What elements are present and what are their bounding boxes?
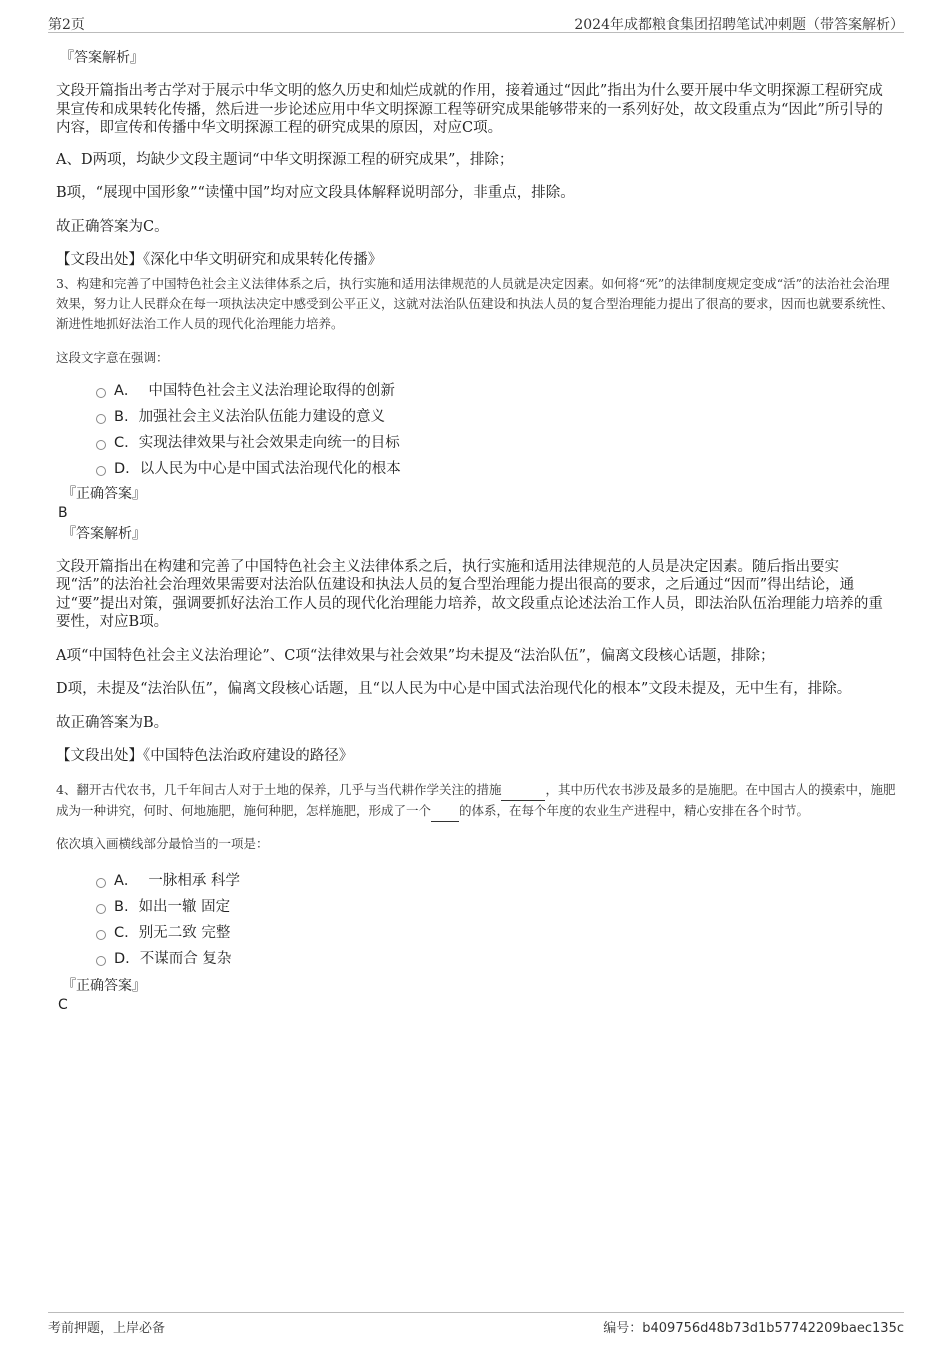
question-4-answer-label: 『正确答案』 bbox=[62, 977, 146, 994]
question-4-stem: 4、翻开古代农书，几千年间古人对于土地的保养，几乎与当代耕作学关注的措施 ，其中历代农书涉及最多的是施肥。在中国古人的摸索中，施肥成为一种讲究，何时、何地施肥，施何种肥，怎样施肥，形成了一个 的体系，在每个年度的农业生产进程中，精心安排在各个时节。 bbox=[56, 780, 896, 822]
page-header bbox=[48, 12, 904, 33]
prev-source: 【文段出处】《深化中华文明研究和成果转化传播》 bbox=[56, 252, 383, 268]
radio-icon[interactable] bbox=[96, 904, 106, 914]
radio-icon[interactable] bbox=[96, 388, 106, 398]
prev-conclusion: 故正确答案为C。 bbox=[56, 218, 169, 235]
question-4-option-d[interactable]: D. 不谋而合 复杂 bbox=[56, 946, 896, 972]
question-3-prompt: 这段文字意在强调： bbox=[56, 349, 169, 365]
question-3-note-2: D项，未提及“法治队伍”，偏离文段核心话题，且“以人民为中心是中国式法治现代化的根本”文段未提及，无中生有，排除。 bbox=[56, 681, 852, 697]
radio-icon[interactable] bbox=[96, 956, 106, 966]
question-3-answer: B bbox=[58, 504, 68, 521]
question-4-option-c[interactable]: C. 别无二致 完整 bbox=[56, 920, 896, 946]
radio-icon[interactable] bbox=[96, 414, 106, 424]
question-3-conclusion: 故正确答案为B。 bbox=[56, 714, 169, 731]
fill-blank-1 bbox=[501, 780, 545, 801]
page-number: 第2页 bbox=[48, 17, 85, 33]
question-4-options bbox=[56, 868, 896, 972]
question-3-source: 【文段出处】《中国特色法治政府建设的路径》 bbox=[56, 748, 354, 764]
question-3-option-a[interactable]: A． 中国特色社会主义法治理论取得的创新 bbox=[56, 378, 896, 404]
prev-note-1: A、D两项，均缺少文段主题词“中华文明探源工程的研究成果”，排除； bbox=[56, 151, 514, 168]
question-3-option-c[interactable]: C. 实现法律效果与社会效果走向统一的目标 bbox=[56, 430, 896, 456]
question-4-answer: C bbox=[58, 996, 68, 1013]
radio-icon[interactable] bbox=[96, 440, 106, 450]
question-3-answer-label: 『正确答案』 bbox=[62, 485, 146, 502]
footer-slogan: 考前押题，上岸必备 bbox=[48, 1321, 166, 1336]
question-3-analysis: 文段开篇指出在构建和完善了中国特色社会主义法律体系之后，执行实施和适用法律规范的人员是决定因素。随后指出要实现“活”的法治社会治理效果需要对法治队伍建设和执法人员的复合型治理能力提出很高的要求，之后通过“因而”得出结论，通过“要”提出对策，强调要抓好法治工作人员的现代化治理能力培养，故文段重点论述法治工作人员，即法治队伍治理能力培养的重要性，对应B项。 bbox=[56, 558, 883, 630]
radio-icon[interactable] bbox=[96, 930, 106, 940]
radio-icon[interactable] bbox=[96, 466, 106, 476]
prev-analysis-text: 文段开篇指出考古学对于展示中华文明的悠久历史和灿烂成就的作用，接着通过“因此”指出为什么要开展中华文明探源工程研究成果宣传和成果转化传播，然后进一步论述应用中华文明探源工程等研究成果能够带来的一系列好处，故文段重点为“因此”所引导的内容，即宣传和传播中华文明探源工程的研究成果的原因，对应C项。 bbox=[56, 83, 883, 136]
radio-icon[interactable] bbox=[96, 878, 106, 888]
question-3-stem: 3、构建和完善了中国特色社会主义法律体系之后，执行实施和适用法律规范的人员就是决定因素。如何将“死”的法律制度规定变成“活”的法治社会治理效果，努力让人民群众在每一项执法决定中感受到公平正义，这就对法治队伍建设和执法人员的复合型治理能力提出了很高的要求，因而也就要系统性、渐进性地抓好法治工作人员的现代化治理能力培养。 bbox=[56, 275, 894, 331]
document-title: 2024年成都粮食集团招聘笔试冲刺题（带答案解析） bbox=[574, 17, 904, 33]
question-3-option-b[interactable]: B. 加强社会主义法治队伍能力建设的意义 bbox=[56, 404, 896, 430]
question-4-option-b[interactable]: B. 如出一辙 固定 bbox=[56, 894, 896, 920]
question-3-note-1: A项“中国特色社会主义法治理论”、C项“法律效果与社会效果”均未提及“法治队伍”，偏离文段核心话题，排除； bbox=[56, 647, 775, 664]
prev-analysis-label: 『答案解析』 bbox=[60, 50, 144, 66]
document-code: 编号：b409756d48b73d1b57742209baec135c bbox=[603, 1321, 904, 1336]
question-3-analysis-label: 『答案解析』 bbox=[62, 525, 146, 542]
question-3-options bbox=[56, 378, 896, 482]
question-4-option-a[interactable]: A． 一脉相承 科学 bbox=[56, 868, 896, 894]
question-4-prompt: 依次填入画横线部分最恰当的一项是： bbox=[56, 835, 269, 851]
document-body bbox=[56, 46, 896, 1016]
page-footer bbox=[48, 1312, 904, 1336]
prev-note-2: B项，“展现中国形象”“读懂中国”均对应文段具体解释说明部分，非重点，排除。 bbox=[56, 185, 575, 201]
fill-blank-2 bbox=[431, 801, 459, 822]
question-3-option-d[interactable]: D. 以人民为中心是中国式法治现代化的根本 bbox=[56, 456, 896, 482]
